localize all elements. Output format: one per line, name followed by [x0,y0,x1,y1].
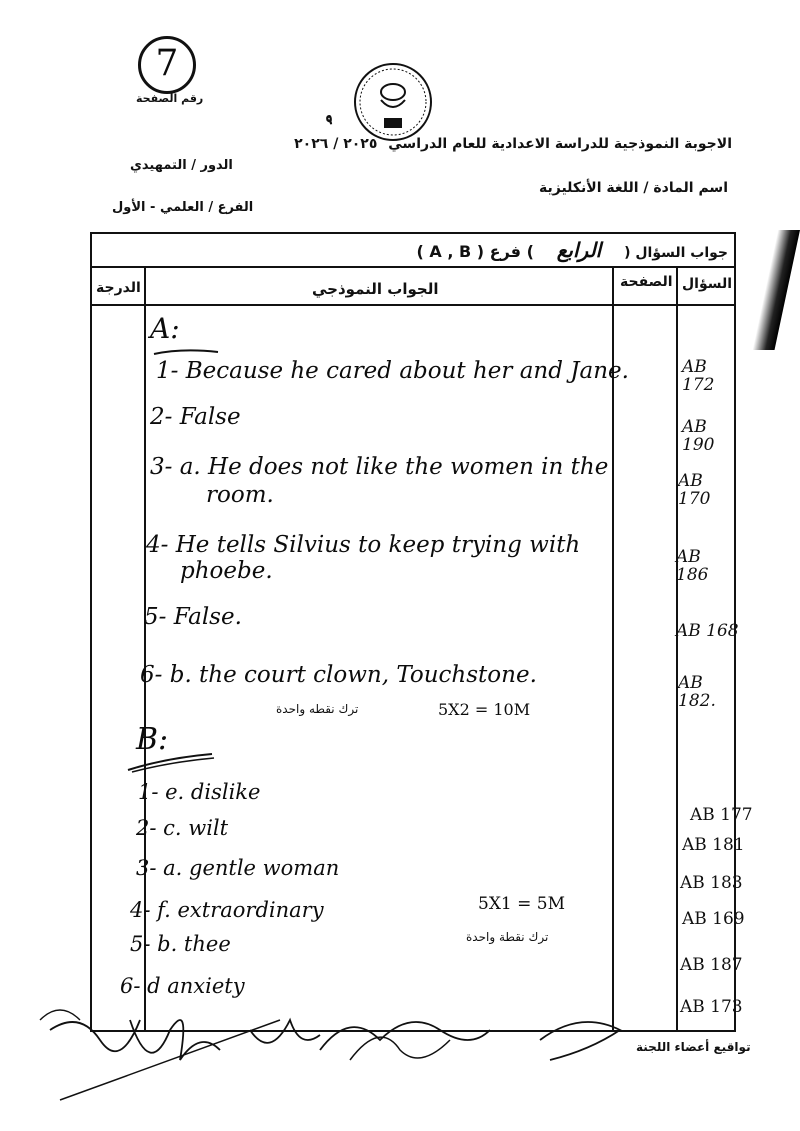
section-b-underline [126,752,216,774]
ref-a6: AB 182. [678,673,716,711]
answer-a3-line2: room. [206,482,274,508]
page-edge-shadow [752,230,800,350]
answer-a2: 2- False [150,404,241,430]
col-header-question: السؤال [682,276,733,292]
official-seal [318,22,468,150]
ref-b2: AB 181 [682,835,745,855]
answer-a5: 5- False. [144,604,242,630]
answer-a4: 4- He tells Silvius to keep trying with [146,532,581,558]
subject-name: اسم المادة / اللغة الأنكليزية [539,180,728,196]
section-b-scoring: 5X1 = 5M [478,894,566,914]
section-b-heading: B: [136,722,169,757]
page-number: 7 [155,43,179,84]
ref-b6: AB 173 [680,997,743,1017]
answer-b3: 3- a. gentle woman [136,856,340,880]
branch-name: الفرع / العلمي - الأول [112,200,254,215]
answer-a1: 1- Because he cared about her and Jane. [156,358,629,384]
branches-label: ) فرع ( A , B ) [416,242,534,261]
section-a-underline [152,346,222,358]
page-number-label: رقم الصفحة [136,92,204,105]
exam-round: الدور / التمهيدي [130,158,233,173]
section-a-heading: A: [150,312,180,345]
ref-b5: AB 187 [680,955,743,975]
exam-year: ٢٠٢٥ / ٢٠٢٦ [294,136,378,152]
answer-a3: 3- a. He does not like the women in the [150,454,609,480]
answer-b2: 2- c. wilt [136,816,229,840]
exam-title-text: الاجوبة النموذجية للدراسة الاعدادية للعام الدراسي [388,136,732,152]
ref-a1: AB 172 [682,357,715,395]
answer-a4-line2: phoebe. [180,558,273,584]
answer-b4: 4- f. extraordinary [130,898,324,922]
ref-b3: AB 183 [680,873,743,893]
ref-a3: AB 170 [678,471,711,509]
ref-a2: AB 190 [682,417,715,455]
col-header-grade: الدرجة [96,280,141,296]
answer-b5: 5- b. thee [130,932,231,956]
page-number-circle [138,36,196,94]
ref-a5: AB 168 [676,621,739,641]
section-a-scoring-note: ترك نقطه واحدة [276,702,359,716]
question-name: الرابع [556,238,602,262]
answer-b6: 6- d anxiety [120,974,245,998]
section-b-scoring-note: ترك نقطة واحدة [466,930,549,944]
committee-signatures-label: تواقيع أعضاء اللجنة [636,1040,751,1054]
question-header [417,238,729,262]
answer-a6: 6- b. the court clown, Touchstone. [140,662,537,688]
section-a-scoring: 5X2 = 10M [438,700,531,719]
answer-b1: 1- e. dislike [138,780,261,804]
col-header-page: الصفحة [620,274,673,290]
svg-text:مركز فحص الدراسة الاعدادية: م [318,112,338,126]
ref-a4: AB 186 [676,547,709,585]
column-header-divider [90,304,736,306]
exam-title [294,136,732,152]
seal-emblem-icon [318,22,468,150]
table-header-divider [90,266,736,268]
table-left-border [90,232,92,1032]
ref-b4: AB 169 [682,909,745,929]
page-column-divider-right [676,266,678,1032]
table-top-border [90,232,736,234]
ref-b1: AB 177 [690,805,753,825]
answer-to-label: جواب السؤال ( [624,245,728,261]
signature-scribbles [20,990,640,1110]
col-header-model-answer: الجواب النموذجي [312,280,439,298]
